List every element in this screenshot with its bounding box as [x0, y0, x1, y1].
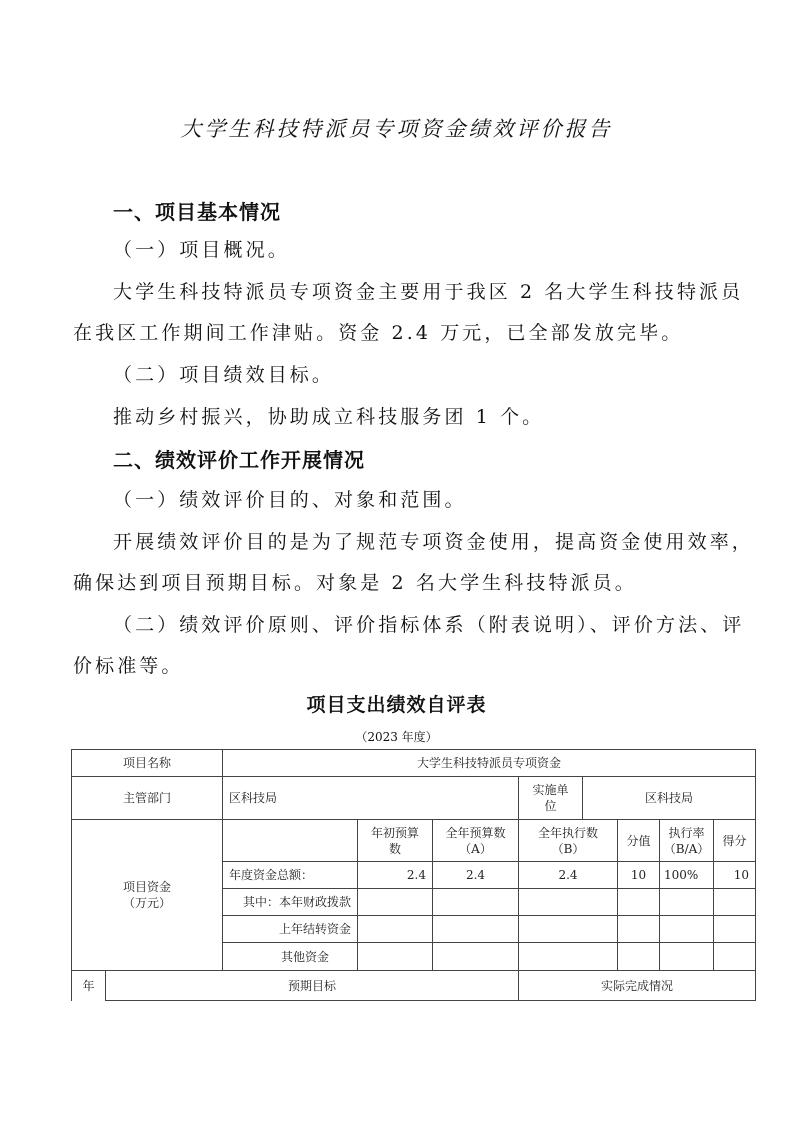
- section-1-para-1-line-2: 在我区工作期间工作津贴。资金 2.4 万元，已全部发放完毕。: [73, 322, 684, 344]
- header-annual-exec: 全年执行数（B）: [518, 819, 618, 862]
- row-budget: [432, 915, 519, 943]
- row-exec: [518, 942, 618, 971]
- goal-col-label: 年: [71, 970, 106, 1001]
- header-blank: [222, 819, 358, 862]
- row-initial: 2.4: [357, 861, 433, 889]
- section-1-sub-2: （二）项目绩效目标。: [113, 364, 335, 386]
- row-initial: [357, 915, 433, 943]
- section-1-para-2: 推动乡村振兴，协助成立科技服务团 1 个。: [113, 406, 545, 428]
- section-2-heading: 二、绩效评价工作开展情况: [113, 448, 365, 472]
- section-1-sub-1: （一）项目概况。: [113, 239, 290, 261]
- row-value: 10: [617, 861, 660, 889]
- header-score-value: 分值: [617, 819, 660, 862]
- table-subtitle: （2023 年度）: [355, 730, 438, 744]
- section-2-sub-1: （一）绩效评价目的、对象和范围。: [113, 489, 467, 511]
- section-2-para-1-line-1: 开展绩效评价目的是为了规范专项资金使用，提高资金使用效率，: [113, 531, 754, 553]
- row-value: [617, 888, 660, 916]
- row-rate: [659, 915, 714, 943]
- header-exec-rate: 执行率（B/A）: [659, 819, 714, 862]
- row-label: 上年结转资金: [222, 915, 358, 943]
- section-1-para-1-line-1: 大学生科技特派员专项资金主要用于我区 2 名大学生科技特派员: [113, 281, 744, 303]
- row-rate: [659, 942, 714, 971]
- row-label: 其他资金: [222, 942, 358, 971]
- actual-label: 实际完成情况: [518, 970, 756, 1001]
- impl-unit-value: 区科技局: [582, 776, 756, 820]
- section-2-sub-2-line-2: 价标准等。: [73, 655, 184, 677]
- row-budget: [432, 888, 519, 916]
- row-exec: 2.4: [518, 861, 618, 889]
- header-initial-budget: 年初预算数: [357, 819, 433, 862]
- row-budget: 2.4: [432, 861, 519, 889]
- row-label: 其中：本年财政拨款: [222, 888, 358, 916]
- row-rate: [659, 888, 714, 916]
- funds-label: [71, 819, 223, 971]
- funds-label-line-1: 项目资金: [122, 880, 171, 894]
- section-2-sub-2-line-1: （二）绩效评价原则、评价指标体系（附表说明）、评价方法、评: [113, 614, 745, 636]
- row-initial: [357, 888, 433, 916]
- section-1-heading: 一、项目基本情况: [113, 200, 281, 224]
- row-budget: [432, 942, 519, 971]
- section-2-para-1-line-2: 确保达到项目预期目标。对象是 2 名大学生科技特派员。: [73, 572, 637, 594]
- funds-label-line-2: （万元）: [122, 896, 171, 910]
- header-score: 得分: [713, 819, 756, 862]
- table-title: 项目支出绩效自评表: [306, 694, 487, 716]
- row-value: [617, 915, 660, 943]
- row-rate: 100%: [659, 861, 714, 889]
- report-title: 大学生科技特派员专项资金绩效评价报告: [180, 117, 613, 141]
- row-label: 年度资金总额：: [222, 861, 358, 889]
- project-name-label: 项目名称: [71, 749, 223, 777]
- row-value: [617, 942, 660, 971]
- header-annual-budget: 全年预算数（A）: [432, 819, 519, 862]
- row-initial: [357, 942, 433, 971]
- row-exec: [518, 915, 618, 943]
- row-exec: [518, 888, 618, 916]
- dept-value: 区科技局: [222, 776, 519, 820]
- project-name-value: 大学生科技特派员专项资金: [222, 749, 756, 777]
- row-score: [713, 942, 756, 971]
- row-score: 10: [713, 861, 756, 889]
- dept-label: 主管部门: [71, 776, 223, 820]
- row-score: [713, 888, 756, 916]
- row-score: [713, 915, 756, 943]
- expected-goal-label: 预期目标: [105, 970, 519, 1001]
- impl-unit-label: 实施单位: [518, 776, 583, 820]
